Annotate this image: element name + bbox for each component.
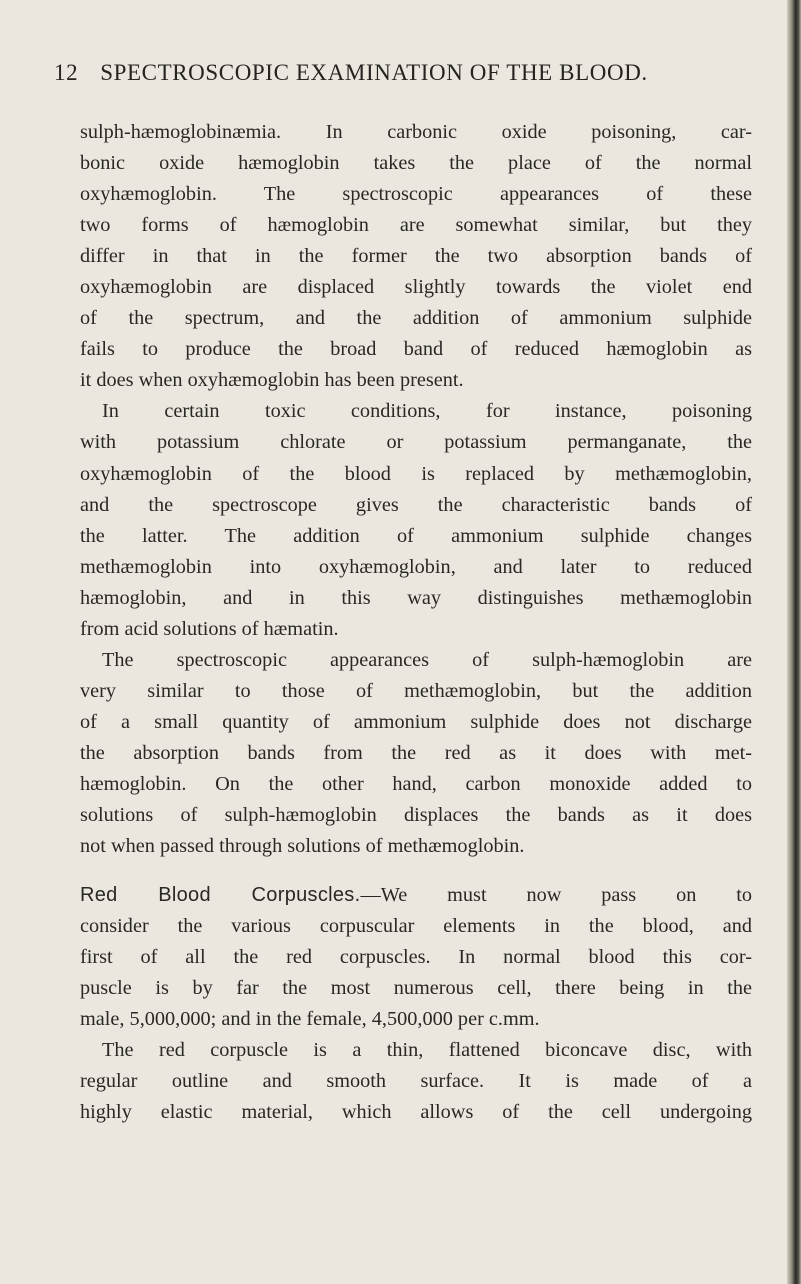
text-line: very similar to those of methæmoglobin, but the addition bbox=[80, 679, 752, 702]
page-edge-shadow bbox=[787, 0, 801, 1284]
text-line: sulph-hæmoglobinæmia. In carbonic oxide poisoning, car- bbox=[80, 121, 752, 143]
text-line: bonic oxide hæmoglobin takes the place of the normal bbox=[80, 152, 752, 175]
text-line: solutions of sulph-hæmoglobin displaces the bands as it does bbox=[80, 804, 752, 827]
text-line: consider the various corpuscular elements in the blood, and bbox=[80, 915, 752, 938]
text-line: with potassium chlorate or potassium permanganate, the bbox=[80, 431, 752, 454]
text-line: of the spectrum, and the addition of ammonium sulphide bbox=[80, 307, 752, 330]
text-line: the latter. The addition of ammonium sulphide changes bbox=[80, 524, 752, 547]
text-line: male, 5,000,000; and in the female, 4,500,000 per c.mm. bbox=[80, 1008, 540, 1031]
text-line: methæmoglobin into oxyhæmoglobin, and later to reduced bbox=[80, 555, 752, 578]
text-line: of a small quantity of ammonium sulphide does not discharge bbox=[80, 710, 752, 733]
text-line: oxyhæmoglobin of the blood is replaced by methæmoglobin, bbox=[80, 462, 752, 485]
section-first-line-rest: —We must now pass on to bbox=[360, 884, 752, 907]
text-line: and the spectroscope gives the characteristic bands of bbox=[80, 493, 752, 516]
page-number: 12 bbox=[54, 60, 79, 85]
text-line: In certain toxic conditions, for instance, poisoning bbox=[102, 400, 752, 423]
text-line: the absorption bands from the red as it does with met- bbox=[80, 741, 752, 764]
text-line: hæmoglobin, and in this way distinguishes methæmoglobin bbox=[80, 586, 752, 609]
text-line: from acid solutions of hæmatin. bbox=[80, 617, 339, 640]
text-line: not when passed through solutions of methæmoglobin. bbox=[80, 835, 525, 858]
section-heading: Red Blood Corpuscles. bbox=[80, 884, 361, 907]
text-line: first of all the red corpuscles. In normal blood this cor- bbox=[80, 946, 752, 969]
body-text bbox=[80, 117, 752, 1129]
section-gap bbox=[80, 862, 752, 880]
text-line: oxyhæmoglobin are displaced slightly towards the violet end bbox=[80, 276, 752, 299]
text-line: two forms of hæmoglobin are somewhat similar, but they bbox=[80, 214, 752, 237]
text-line: fails to produce the broad band of reduced hæmoglobin as bbox=[80, 338, 752, 361]
text-line: differ in that in the former the two absorption bands of bbox=[80, 245, 752, 268]
text-line: The red corpuscle is a thin, flattened biconcave disc, with bbox=[102, 1039, 752, 1062]
text-line: oxyhæmoglobin. The spectroscopic appearances of these bbox=[80, 183, 752, 206]
text-line: puscle is by far the most numerous cell, there being in the bbox=[80, 977, 752, 1000]
running-title: SPECTROSCOPIC EXAMINATION OF THE BLOOD. bbox=[100, 60, 648, 85]
section-first-line bbox=[80, 880, 752, 911]
text-line: it does when oxyhæmoglobin has been present. bbox=[80, 369, 464, 392]
text-line: The spectroscopic appearances of sulph-hæmoglobin are bbox=[102, 648, 752, 671]
text-line: hæmoglobin. On the other hand, carbon monoxide added to bbox=[80, 772, 752, 795]
text-line: highly elastic material, which allows of the cell undergoing bbox=[80, 1101, 752, 1124]
text-line: regular outline and smooth surface. It is made of a bbox=[80, 1070, 752, 1093]
running-header bbox=[54, 60, 744, 86]
